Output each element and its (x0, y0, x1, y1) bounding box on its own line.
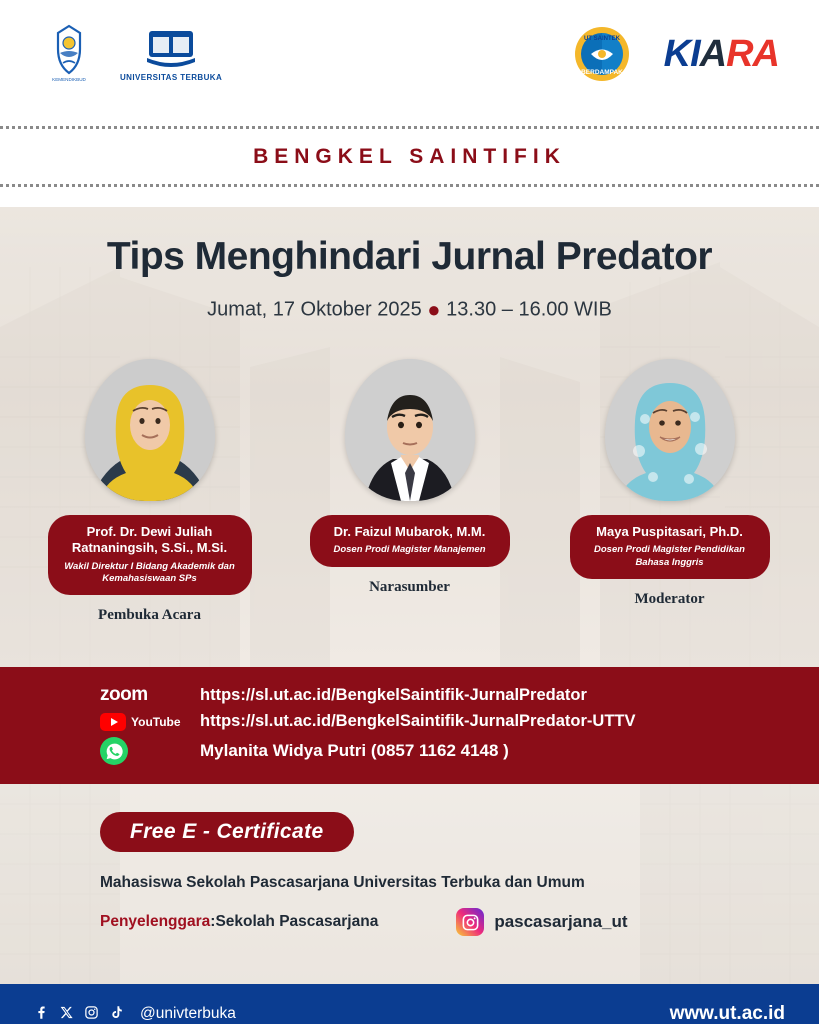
poster-header (0, 0, 819, 108)
instagram-icon[interactable] (84, 1005, 99, 1023)
zoom-link[interactable]: https://sl.ut.ac.id/BengkelSaintifik-JurnalPredator (200, 685, 587, 704)
speaker-namecard (570, 515, 770, 579)
event-time: 13.30 – 16.00 WIB (446, 298, 612, 321)
facebook-icon[interactable] (34, 1005, 49, 1023)
ut-logo-label: UNIVERSITAS TERBUKA (120, 72, 223, 82)
link-row-youtube (0, 709, 819, 734)
event-date: Jumat, 17 Oktober 2025 (207, 298, 422, 321)
speaker-role: Narasumber (369, 578, 450, 595)
ut-book-icon (143, 27, 199, 71)
organizer-separator: : (210, 913, 216, 930)
lower-content (0, 784, 819, 936)
event-datetime (0, 297, 819, 323)
youtube-play-icon (100, 713, 126, 731)
speaker-role: Moderator (634, 590, 705, 607)
zoom-logo-label: zoom (100, 684, 148, 705)
speaker-photo-faizul (345, 359, 475, 501)
links-bar (0, 667, 819, 784)
audience-text: Mahasiswa Sekolah Pascasarjana Universitas Terbuka dan Umum (100, 874, 585, 891)
whatsapp-logo-icon (100, 737, 128, 765)
organizer-label: Penyelenggara (100, 913, 211, 930)
whatsapp-icon (100, 737, 186, 765)
ut-berdampak-logo-icon (566, 24, 638, 84)
instagram-handle: pascasarjana_ut (494, 912, 628, 931)
whatsapp-contact[interactable]: Mylanita Widya Putri (0857 1162 4148 ) (200, 741, 509, 760)
header-logos-left (40, 23, 222, 85)
svg-text:BERDAMPAK: BERDAMPAK (580, 69, 623, 76)
lower-info-section (0, 784, 819, 984)
speaker-title: Dosen Prodi Magister Pendidikan Bahasa Inggris (594, 544, 745, 568)
speaker-photo-maya (605, 359, 735, 501)
zoom-icon (100, 684, 186, 706)
speaker-title: Dosen Prodi Magister Manajemen (333, 544, 486, 556)
speakers-list (0, 359, 819, 624)
link-row-whatsapp (0, 734, 819, 768)
x-twitter-icon[interactable] (59, 1005, 74, 1023)
kiara-logo-part2: A (699, 32, 727, 75)
link-row-zoom (0, 681, 819, 709)
speaker-name: Prof. Dr. Dewi Juliah Ratnaningsih, S.Si., M.Si. (71, 524, 228, 556)
kemendikbud-logo-icon (40, 23, 98, 85)
instagram-icon (456, 908, 484, 936)
svg-text:UT SAINTEK: UT SAINTEK (583, 36, 620, 42)
band-title: BENGKEL SAINTIFIK (253, 145, 566, 168)
speaker-namecard (310, 515, 510, 567)
youtube-icon (100, 713, 186, 731)
hero-section (0, 207, 819, 667)
universitas-terbuka-logo (120, 27, 222, 82)
date-separator-dot: ● (427, 297, 441, 322)
speaker-card (305, 359, 515, 624)
certificate-badge: Free E - Certificate (100, 812, 354, 852)
section-title-band (0, 108, 819, 207)
kiara-logo-part1: KI (663, 32, 700, 75)
speaker-card (45, 359, 255, 624)
organizer-value: Sekolah Pascasarjana (215, 913, 379, 930)
speaker-role: Pembuka Acara (98, 607, 201, 624)
header-logos-right (566, 24, 779, 84)
poster-footer (0, 984, 819, 1024)
divider-bottom (0, 184, 819, 187)
kiara-logo-part3: RA (726, 32, 779, 75)
youtube-link[interactable]: https://sl.ut.ac.id/BengkelSaintifik-JurnalPredator-UTTV (200, 712, 636, 730)
speaker-name: Maya Puspitasari, Ph.D. (596, 524, 743, 539)
speaker-title: Wakil Direktur I Bidang Akademik dan Kemahasiswaan SPs (64, 560, 235, 584)
tiktok-icon[interactable] (109, 1005, 124, 1023)
footer-social (34, 1005, 236, 1023)
speaker-photo-dewi (85, 359, 215, 501)
organizer-row (100, 908, 819, 936)
speaker-card (565, 359, 775, 624)
event-title: Tips Menghindari Jurnal Predator (106, 235, 713, 278)
youtube-logo-label: YouTube (131, 714, 181, 729)
kiara-logo (664, 33, 779, 76)
speaker-name: Dr. Faizul Mubarok, M.M. (333, 524, 486, 539)
youtube-logo (100, 713, 181, 731)
hero-content (0, 207, 819, 323)
instagram-block[interactable] (456, 908, 627, 936)
footer-website[interactable]: www.ut.ac.id (669, 1003, 785, 1024)
speaker-namecard (48, 515, 252, 595)
svg-text:KEMENDIKBUD: KEMENDIKBUD (52, 77, 86, 82)
footer-handle: @univterbuka (140, 1005, 236, 1022)
